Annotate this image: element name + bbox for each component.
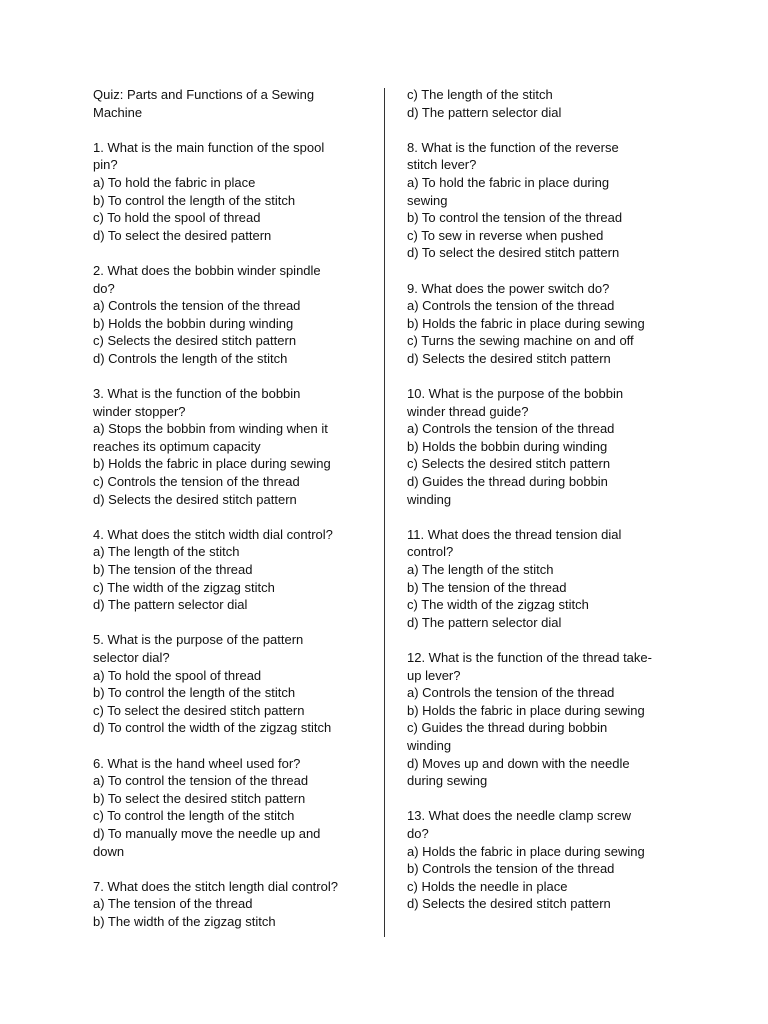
quiz-line: c) Guides the thread during bobbin <box>407 720 608 736</box>
quiz-line: d) Moves up and down with the needle <box>407 755 630 771</box>
quiz-line: d) Controls the length of the stitch <box>93 350 288 366</box>
question-block <box>407 807 689 913</box>
quiz-line: d) Guides the thread during bobbin <box>407 474 608 490</box>
quiz-line: b) To select the desired stitch pattern <box>93 790 306 806</box>
quiz-line: b) To control the tension of the thread <box>407 210 623 226</box>
quiz-line: a) To hold the fabric in place <box>93 174 256 190</box>
question-block <box>407 526 689 632</box>
question-block <box>93 755 375 861</box>
quiz-line: 6. What is the hand wheel used for? <box>93 755 301 771</box>
quiz-line: d) The pattern selector dial <box>93 597 248 613</box>
quiz-line: d) The pattern selector dial <box>407 104 562 120</box>
quiz-title <box>93 86 375 121</box>
quiz-line: 3. What is the function of the bobbin <box>93 386 301 402</box>
question-block <box>93 139 375 245</box>
quiz-line: winder thread guide? <box>407 403 529 419</box>
quiz-line: do? <box>407 825 429 841</box>
quiz-line: c) Selects the desired stitch pattern <box>93 333 297 349</box>
quiz-line: 1. What is the main function of the spool <box>93 139 325 155</box>
quiz-title-line: Machine <box>93 104 143 120</box>
quiz-line: c) The length of the stitch <box>407 87 553 102</box>
quiz-line: b) The tension of the thread <box>407 579 567 595</box>
question-block <box>93 526 375 614</box>
quiz-line: a) Controls the tension of the thread <box>407 298 615 314</box>
quiz-line: d) To control the width of the zigzag stitch <box>93 720 332 736</box>
quiz-line: c) To select the desired stitch pattern <box>93 702 305 718</box>
question-block <box>407 86 689 121</box>
quiz-line: d) To select the desired pattern <box>93 227 272 243</box>
quiz-line: d) To select the desired stitch pattern <box>407 245 620 261</box>
question-block <box>93 631 375 737</box>
right-column <box>407 86 689 931</box>
quiz-line: 7. What does the stitch length dial control? <box>93 878 338 894</box>
quiz-line: a) Controls the tension of the thread <box>93 298 301 314</box>
quiz-line: b) To control the length of the stitch <box>93 192 296 208</box>
question-block <box>93 878 375 931</box>
quiz-line: a) The tension of the thread <box>93 896 253 912</box>
quiz-line: 13. What does the needle clamp screw <box>407 808 632 824</box>
quiz-line: during sewing <box>407 773 488 789</box>
quiz-line: 8. What is the function of the reverse <box>407 139 619 155</box>
column-divider <box>384 88 385 937</box>
quiz-line: pin? <box>93 157 118 173</box>
quiz-line: a) To hold the fabric in place during <box>407 174 610 190</box>
quiz-line: b) To control the length of the stitch <box>93 685 296 701</box>
quiz-line: a) Controls the tension of the thread <box>407 421 615 437</box>
quiz-line: down <box>93 843 125 859</box>
question-block <box>407 385 689 508</box>
quiz-line: a) Stops the bobbin from winding when it <box>93 421 328 437</box>
quiz-line: selector dial? <box>93 650 170 665</box>
quiz-line: winder stopper? <box>93 403 186 419</box>
quiz-line: d) Selects the desired stitch pattern <box>407 896 611 912</box>
quiz-line: 4. What does the stitch width dial control? <box>93 526 333 542</box>
quiz-line: 2. What does the bobbin winder spindle <box>93 262 321 278</box>
quiz-line: b) Holds the fabric in place during sewing <box>407 702 645 718</box>
quiz-line: d) To manually move the needle up and <box>93 825 321 841</box>
quiz-line: c) The width of the zigzag stitch <box>93 579 275 595</box>
quiz-line: c) Controls the tension of the thread <box>93 474 300 490</box>
quiz-line: c) Selects the desired stitch pattern <box>407 456 611 472</box>
quiz-line: a) The length of the stitch <box>93 544 240 560</box>
quiz-line: d) Selects the desired stitch pattern <box>93 491 297 507</box>
quiz-line: reaches its optimum capacity <box>93 438 261 454</box>
quiz-line: 5. What is the purpose of the pattern <box>93 632 304 648</box>
quiz-line: b) Holds the bobbin during winding <box>93 315 294 331</box>
quiz-line: up lever? <box>407 667 461 683</box>
question-block <box>407 139 689 262</box>
quiz-line: control? <box>407 544 454 560</box>
quiz-line: c) To hold the spool of thread <box>93 210 261 226</box>
quiz-line: 12. What is the function of the thread take- <box>407 650 652 665</box>
quiz-title-line: Quiz: Parts and Functions of a Sewing <box>93 87 315 102</box>
quiz-line: 9. What does the power switch do? <box>407 280 610 296</box>
quiz-line: b) The width of the zigzag stitch <box>93 913 276 929</box>
quiz-line: sewing <box>407 192 448 208</box>
quiz-line: c) To control the length of the stitch <box>93 808 295 824</box>
quiz-line: c) To sew in reverse when pushed <box>407 227 604 243</box>
quiz-line: b) Holds the bobbin during winding <box>407 438 608 454</box>
quiz-line: a) To control the tension of the thread <box>93 773 309 789</box>
quiz-line: c) Turns the sewing machine on and off <box>407 333 634 349</box>
question-block <box>407 649 689 790</box>
quiz-line: winding <box>407 491 452 507</box>
quiz-line: b) The tension of the thread <box>93 562 253 578</box>
question-block <box>93 262 375 368</box>
quiz-line: b) Holds the fabric in place during sewing <box>407 315 645 331</box>
left-column <box>93 86 375 948</box>
quiz-line: a) To hold the spool of thread <box>93 667 262 683</box>
quiz-line: b) Controls the tension of the thread <box>407 861 615 877</box>
quiz-line: b) Holds the fabric in place during sewing <box>93 456 331 472</box>
quiz-line: c) Holds the needle in place <box>407 878 568 894</box>
quiz-line: a) Controls the tension of the thread <box>407 685 615 701</box>
quiz-line: stitch lever? <box>407 157 477 173</box>
quiz-line: a) Holds the fabric in place during sewing <box>407 843 645 859</box>
quiz-line: d) Selects the desired stitch pattern <box>407 350 611 366</box>
quiz-line: a) The length of the stitch <box>407 562 554 578</box>
question-block <box>93 385 375 508</box>
quiz-line: 11. What does the thread tension dial <box>407 526 622 542</box>
question-block <box>407 280 689 368</box>
quiz-line: do? <box>93 280 115 296</box>
quiz-line: d) The pattern selector dial <box>407 614 562 630</box>
quiz-line: winding <box>407 737 452 753</box>
quiz-line: c) The width of the zigzag stitch <box>407 597 589 613</box>
quiz-line: 10. What is the purpose of the bobbin <box>407 386 624 402</box>
